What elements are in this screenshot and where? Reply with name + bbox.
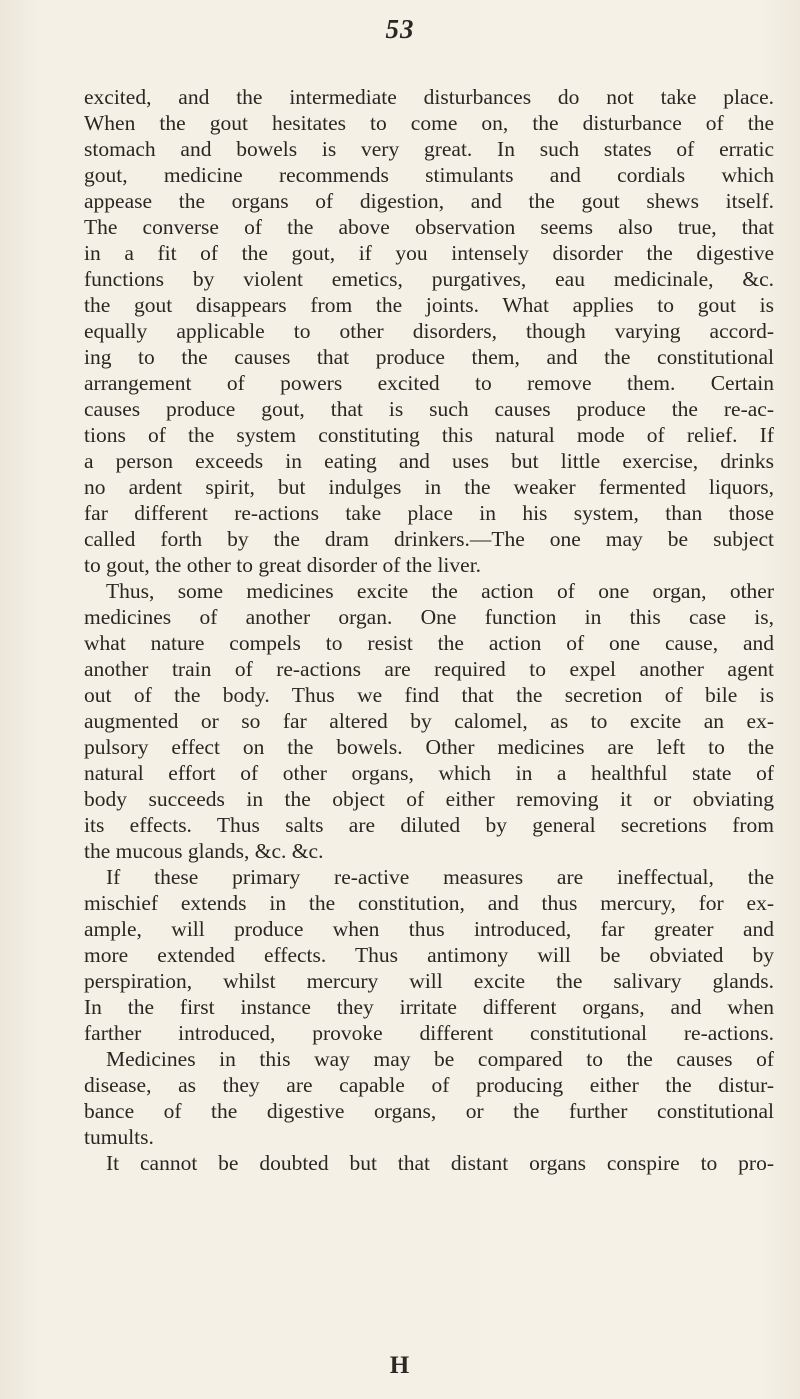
text-line: the gout disappears from the joints. What applies to gout is — [84, 293, 774, 317]
text-line: stomach and bowels is very great. In such states of erratic — [84, 137, 774, 161]
text-line: its effects. Thus salts are diluted by general secretions from — [84, 813, 774, 837]
text-line: more extended effects. Thus antimony will be obviated by — [84, 943, 774, 967]
text-line: tumults. — [84, 1125, 154, 1149]
text-line: farther introduced, provoke different constitutional re-actions. — [84, 1021, 774, 1045]
text-line: pulsory effect on the bowels. Other medicines are left to the — [84, 735, 774, 759]
text-line: body succeeds in the object of either removing it or obviating — [84, 787, 774, 811]
text-line: augmented or so far altered by calomel, as to excite an ex- — [84, 709, 774, 733]
text-line: Medicines in this way may be compared to the causes of — [106, 1047, 774, 1071]
text-line: If these primary re-active measures are ineffectual, the — [106, 865, 774, 889]
text-line: causes produce gout, that is such causes produce the re-ac- — [84, 397, 774, 421]
text-line: ing to the causes that produce them, and the constitutional — [84, 345, 774, 369]
text-line: the mucous glands, &c. &c. — [84, 839, 324, 863]
text-line: Thus, some medicines excite the action of one organ, other — [106, 579, 774, 603]
text-line: functions by violent emetics, purgatives, eau medicinale, &c. — [84, 267, 774, 291]
text-line: no ardent spirit, but indulges in the weaker fermented liquors, — [84, 475, 774, 499]
text-line: a person exceeds in eating and uses but little exercise, drinks — [84, 449, 774, 473]
text-line: arrangement of powers excited to remove them. Certain — [84, 371, 774, 395]
text-line: another train of re-actions are required to expel another agent — [84, 657, 774, 681]
text-line: disease, as they are capable of producing either the distur- — [84, 1073, 774, 1097]
text-line: gout, medicine recommends stimulants and cordials which — [84, 163, 774, 187]
text-line: natural effort of other organs, which in a healthful state of — [84, 761, 774, 785]
text-line: ample, will produce when thus introduced, far greater and — [84, 917, 774, 941]
text-line: in a fit of the gout, if you intensely disorder the digestive — [84, 241, 774, 265]
text-line: far different re-actions take place in his system, than those — [84, 501, 774, 525]
text-line: perspiration, whilst mercury will excite the salivary glands. — [84, 969, 774, 993]
text-line: In the first instance they irritate different organs, and when — [84, 995, 774, 1019]
text-line: It cannot be doubted but that distant organs conspire to pro- — [106, 1151, 774, 1175]
text-line: medicines of another organ. One function in this case is, — [84, 605, 774, 629]
text-line: bance of the digestive organs, or the further constitutional — [84, 1099, 774, 1123]
body-text — [84, 84, 774, 1176]
text-line: what nature compels to resist the action of one cause, and — [84, 631, 774, 655]
text-line: mischief extends in the constitution, and thus mercury, for ex- — [84, 891, 774, 915]
text-line: to gout, the other to great disorder of the liver. — [84, 553, 482, 577]
page-number: 53 — [385, 14, 415, 44]
text-line: excited, and the intermediate disturbances do not take place. — [84, 85, 774, 109]
signature-mark: H — [389, 1352, 411, 1379]
text-line: out of the body. Thus we find that the secretion of bile is — [84, 683, 774, 707]
text-line: called forth by the dram drinkers.—The one may be subject — [84, 527, 774, 551]
text-line: When the gout hesitates to come on, the disturbance of the — [84, 111, 774, 135]
text-line: The converse of the above observation seems also true, that — [84, 215, 774, 239]
text-line: tions of the system constituting this natural mode of relief. If — [84, 423, 774, 447]
text-line: appease the organs of digestion, and the gout shews itself. — [84, 189, 774, 213]
text-line: equally applicable to other disorders, though varying accord- — [84, 319, 774, 343]
